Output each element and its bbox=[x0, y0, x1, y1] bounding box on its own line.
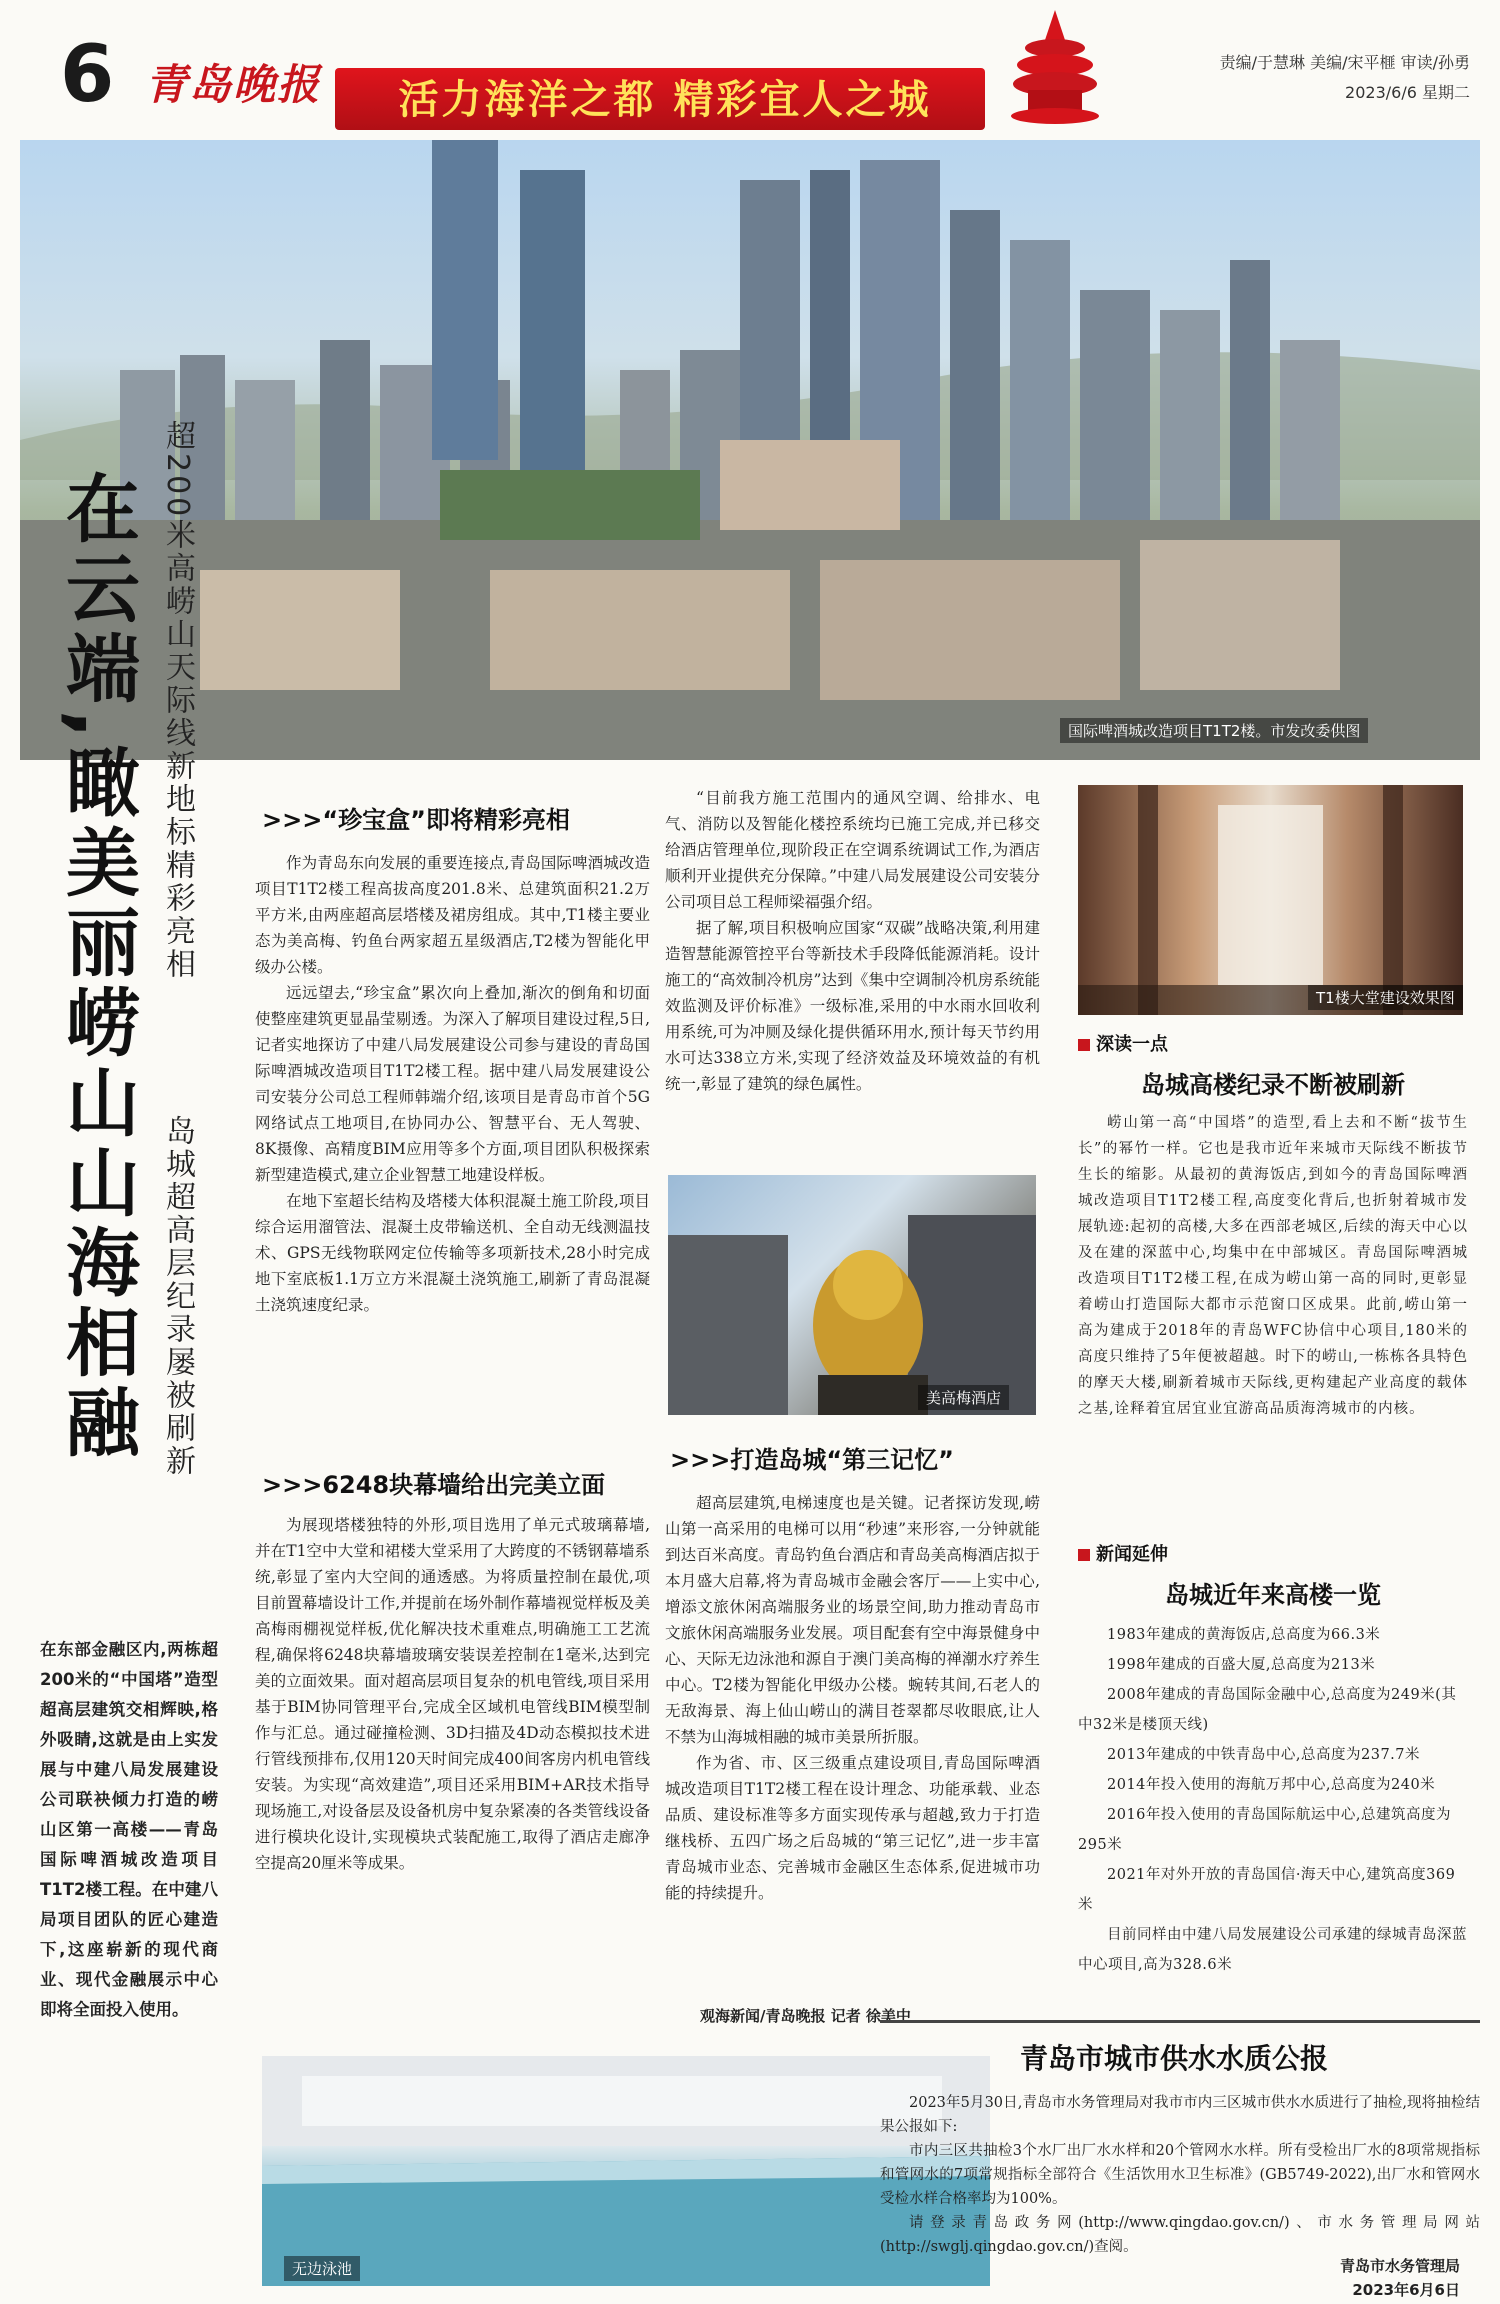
list-item: 2008年建成的青岛国际金融中心,总高度为249米(其中32米是楼顶天线) bbox=[1078, 1687, 1457, 1733]
paper-name: 青岛晚报 bbox=[145, 60, 322, 109]
paragraph: 远远望去,“珍宝盒”累次向上叠加,渐次的倒角和切面使整座建筑更显晶莹剔透。为深入了解项目建设过程,5日,记者实地探访了中建八局发展建设公司参与建设的青岛国际啤酒城改造项目T1T2楼工程。据中建八局发展建设公司安装分公司总工程师韩端介绍,该项目是青岛市首个5G网络试点工地项目,在协同办公、智慧平台、无人驾驶、8K摄像、高精度BIM应用等多个方面,项目团队积极探索新型建造模式,建立企业智慧工地建设样板。 bbox=[255, 984, 650, 1184]
news-extension-tag bbox=[1078, 1540, 1168, 1566]
list-item: 2013年建成的中铁青岛中心,总高度为237.7米 bbox=[1107, 1747, 1421, 1763]
intro-paragraph: 在东部金融区内,两栋超200米的“中国塔”造型超高层建筑交相辉映,格外吸睛,这就是由上实发展与中建八局发展建设公司联袂倾力打造的崂山区第一高楼——青岛国际啤酒城改造项目T1T2楼工程。在中建八局项目团队的匠心建造下,这座崭新的现代商业、现代金融展示中心即将全面投入使用。 bbox=[40, 1640, 218, 2019]
issue-date: 2023/6/6 星期二 bbox=[1345, 83, 1470, 102]
paragraph: 作为省、市、区三级重点建设项目,青岛国际啤酒城改造项目T1T2楼工程在设计理念、功能承载、业态品质、建设标准等多方面实现传承与超越,致力于打造继栈桥、五四广场之后岛城的“第三记忆”,进一步丰富青岛城市业态、完善城市金融区生态体系,促进城市功能的持续提升。 bbox=[665, 1754, 1040, 1902]
hero-photo-caption: 国际啤酒城改造项目T1T2楼。市发改委供图 bbox=[1060, 718, 1368, 743]
lion-photo bbox=[668, 1175, 1036, 1415]
paragraph: 崂山第一高“中国塔”的造型,看上去和不断“拔节生长”的幂竹一样。它也是我市近年来城市天际线不断拔节生长的缩影。从最初的黄海饭店,到如今的青岛国际啤酒城改造项目T1T2楼工程,高度变化背后,也折射着城市发展轨迹:起初的高楼,大多在西部老城区,后续的海天中心以及在建的深蓝中心,均集中在中部城区。青岛国际啤酒城改造项目T1T2楼工程,在成为崂山第一高的同时,更彰显着崂山打造国际大都市示范窗口区成果。此前,崂山第一高为建成于2018年的青岛WFC协信中心项目,180米的高度只维持了5年便被超越。时下的崂山,一栋栋各具特色的摩天大楼,刷新着城市天际线,更构建起产业高度的载体之基,诠释着宜居宜业宜游高品质海湾城市的内核。 bbox=[1078, 1115, 1468, 1417]
news-extension-tag-text: 新闻延伸 bbox=[1096, 1544, 1168, 1565]
square-bullet-icon bbox=[1078, 1039, 1090, 1051]
paragraph: 超高层建筑,电梯速度也是关键。记者探访发现,崂山第一高采用的电梯可以用“秒速”来形容,一分钟就能到达百米高度。青岛钓鱼台酒店和青岛美高梅酒店拟于本月盛大启幕,将为青岛城市金融会客厅——上实中心,增添文旅休闲高端服务业的场景空间,助力推动青岛市文旅休闲高端服务业发展。项目配套有空中海景健身中心、天际无边泳池和源自于澳门美高梅的禅潮水疗养生中心。T2楼为智能化甲级办公楼。蜿转其间,石老人的无敌海景、海上仙山崂山的满目苍翠都尽收眼底,让人不禁为山海城相融的城市美景所折服。 bbox=[665, 1494, 1040, 1746]
list-item: 2014年投入使用的海航万邦中心,总高度为240米 bbox=[1107, 1777, 1436, 1793]
main-headline: 在云端,瞰美丽崂山山海相融 bbox=[54, 470, 140, 1465]
tall-buildings-list bbox=[1078, 1620, 1468, 1980]
deep-read-body bbox=[1078, 1110, 1468, 1422]
notice-body bbox=[880, 2091, 1480, 2259]
notice-signer: 青岛市水务管理局 bbox=[1339, 2257, 1460, 2275]
editors-credit: 责编/于慧琳 美编/宋平榧 审读/孙勇 bbox=[1219, 53, 1470, 72]
paragraph: 市内三区共抽检3个水厂出厂水水样和20个管网水水样。所有受检出厂水的8项常规指标和管网水的7项常规指标全部符合《生活饮用水卫生标准》(GB5749-2022),出厂水和管网水受检水样合格率均为100%。 bbox=[880, 2143, 1480, 2207]
deep-read-tag-text: 深读一点 bbox=[1096, 1034, 1168, 1055]
paragraph: 在地下室超长结构及塔楼大体积混凝土施工阶段,项目综合运用溜管法、混凝土皮带输送机、全自动无线测温技术、GPS无线物联网定位传输等多项新技术,28小时完成地下室底板1.1万立方米混凝土浇筑施工,刷新了青岛混凝土浇筑速度纪录。 bbox=[255, 1192, 650, 1314]
paragraph: 为展现塔楼独特的外形,项目选用了单元式玻璃幕墙,并在T1空中大堂和裙楼大堂采用了大跨度的不锈钢幕墙系统,彰显了室内大空间的通透感。为将质量控制在最优,项目前置幕墙设计工作,并提前在场外制作幕墙视觉样板及美高梅雨棚视觉样板,优化解决技术重难点,明确施工工艺流程,确保将6248块幕墙玻璃安装误差控制在1毫米,达到完美的立面效果。面对超高层项目复杂的机电管线,项目采用基于BIM协同管理平台,完成全区域机电管线BIM模型制作与汇总。通过碰撞检测、3D扫描及4D动态模拟技术进行管线预排布,仅用120天时间完成400间客房内机电管线安装。为实现“高效建造”,项目还采用BIM+AR技术指导现场施工,对设备层及设备机房中复杂紧凑的各类管线设备进行模块化设计,实现模块式装配施工,取得了酒店走廊净空提高20厘米等成果。 bbox=[255, 1516, 650, 1872]
paragraph: 据了解,项目积极响应国家“双碳”战略决策,利用建造智慧能源管控平台等新技术手段降低能源消耗。设计施工的“高效制冷机房”达到《集中空调制冷机房系统能效监测及评价标准》一级标准,采用的中水雨水回收利用系统,可为冲厕及绿化提供循环用水,预计每天节约用水可达338立方米,实现了经济效益及环境效益的有机统一,彰显了建筑的绿色属性。 bbox=[665, 919, 1040, 1093]
section-1-body bbox=[255, 850, 650, 1318]
list-item: 1983年建成的黄海饭店,总高度为66.3米 bbox=[1107, 1627, 1381, 1643]
subtitle-1: 超200米高崂山天际线新地标精彩亮相 bbox=[160, 420, 195, 982]
deep-read-title: 岛城高楼纪录不断被刷新 bbox=[1141, 1071, 1405, 1099]
notice-date: 2023年6月6日 bbox=[1352, 2281, 1460, 2299]
byline: 观海新闻/青岛晚报 记者 徐美中 bbox=[700, 2007, 911, 2025]
notice-title: 青岛市城市供水水质公报 bbox=[1020, 2042, 1329, 2075]
section-heading-3: >>>打造岛城“第三记忆” bbox=[670, 1446, 954, 1474]
list-item: 1998年建成的百盛大厦,总高度为213米 bbox=[1107, 1657, 1376, 1673]
hero-photo bbox=[20, 140, 1480, 760]
subtitle-2: 岛城超高层纪录屡被刷新 bbox=[160, 1115, 195, 1478]
section-2-body-b bbox=[665, 785, 1040, 1097]
paragraph: 2023年5月30日,青岛市水务管理局对我市市内三区城市供水水质进行了抽检,现将抽检结果公报如下: bbox=[880, 2095, 1480, 2135]
page-number: 6 bbox=[60, 30, 115, 120]
square-bullet-icon bbox=[1078, 1549, 1090, 1561]
section-3-body bbox=[665, 1490, 1040, 1906]
lobby-illustration bbox=[1078, 785, 1463, 1015]
list-item: 目前同样由中建八局发展建设公司承建的绿城青岛深蓝中心项目,高为328.6米 bbox=[1078, 1927, 1467, 1973]
news-extension-title: 岛城近年来高楼一览 bbox=[1165, 1581, 1381, 1609]
lobby-photo-caption: T1楼大堂建设效果图 bbox=[1308, 985, 1463, 1010]
deep-read-tag bbox=[1078, 1030, 1168, 1056]
section-heading-2: >>>6248块幕墙给出完美立面 bbox=[262, 1471, 606, 1499]
tower-emblem-icon bbox=[1010, 10, 1100, 125]
list-item: 2016年投入使用的青岛国际航运中心,总建筑高度为295米 bbox=[1078, 1807, 1452, 1853]
skyline-illustration bbox=[20, 140, 1480, 760]
paragraph: 请登录青岛政务网(http://www.qingdao.gov.cn/)、市水务管理局网站(http://swglj.qingdao.gov.cn/)查阅。 bbox=[880, 2215, 1480, 2255]
lion-illustration bbox=[668, 1175, 1036, 1415]
slogan-text: 活力海洋之都 精彩宜人之城 bbox=[398, 77, 932, 123]
list-item: 2021年对外开放的青岛国信·海天中心,建筑高度369米 bbox=[1078, 1867, 1456, 1913]
section-2-body-a bbox=[255, 1512, 650, 1876]
pool-photo-caption: 无边泳池 bbox=[284, 2256, 360, 2281]
paragraph: 作为青岛东向发展的重要连接点,青岛国际啤酒城改造项目T1T2楼工程高拔高度201.8米、总建筑面积21.2万平方米,由两座超高层塔楼及裙房组成。其中,T1楼主要业态为美高梅、钓鱼台两家超五星级酒店,T2楼为智能化甲级办公楼。 bbox=[255, 854, 650, 976]
paragraph: “目前我方施工范围内的通风空调、给排水、电气、消防以及智能化楼控系统均已施工完成,并已移交给酒店管理单位,现阶段正在空调系统调试工作,为酒店顺利开业提供充分保障。”中建八局发展建设公司安装分公司项目总工程师梁福强介绍。 bbox=[665, 789, 1040, 911]
lobby-photo bbox=[1078, 785, 1463, 1015]
section-heading-1: >>>“珍宝盒”即将精彩亮相 bbox=[262, 806, 570, 834]
lion-photo-caption: 美高梅酒店 bbox=[918, 1385, 1009, 1410]
water-quality-notice bbox=[880, 2020, 1480, 2304]
